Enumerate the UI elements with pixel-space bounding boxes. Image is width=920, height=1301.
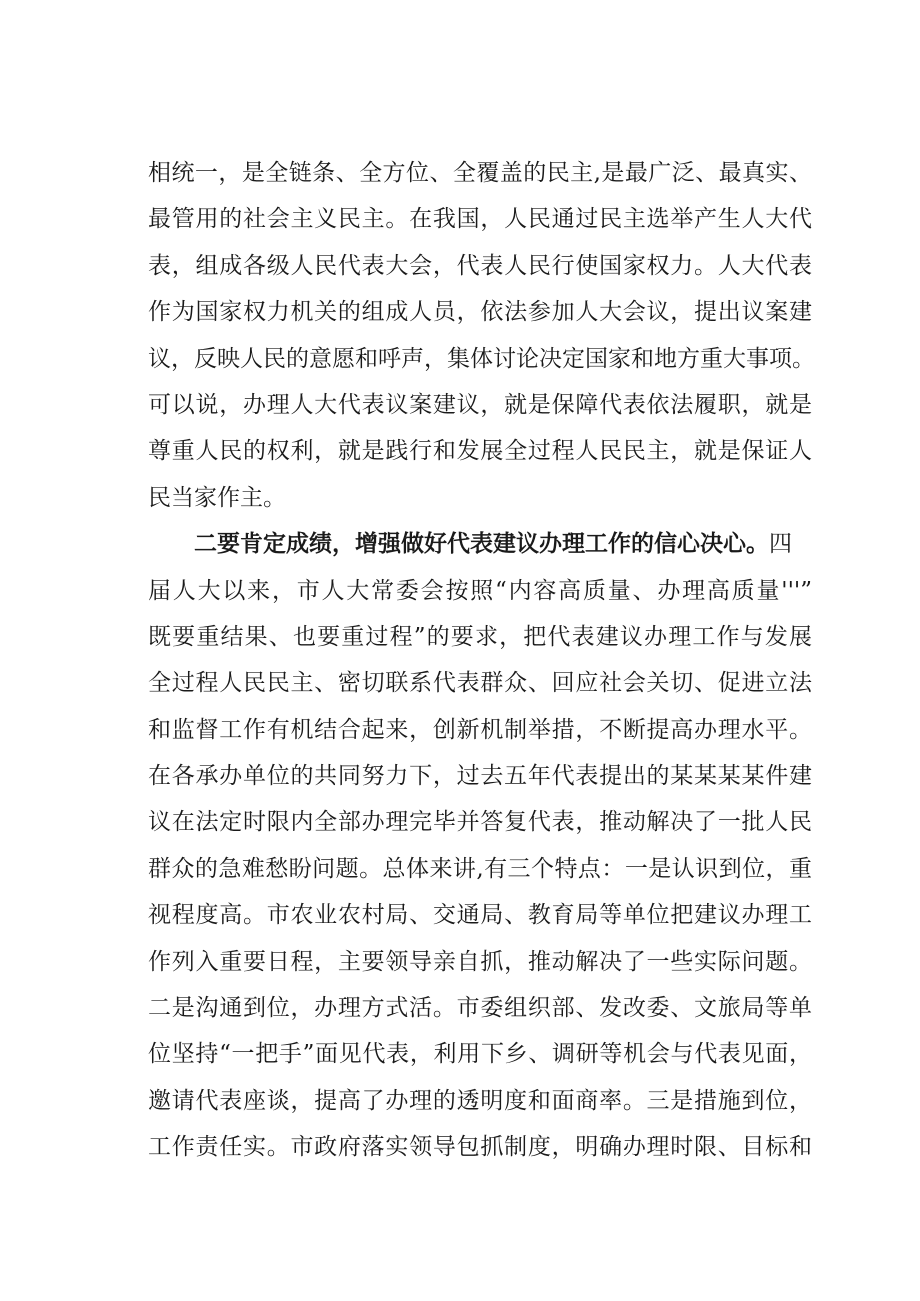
- text-line: 群众的急难愁盼问题。总体来讲,有三个特点：一是认识到位，重: [148, 855, 812, 882]
- text-line: 位坚持“一把手”面见代表，利用下乡、调研等机会与代表见面，: [148, 1041, 812, 1068]
- document-body: [148, 150, 815, 1171]
- text-line: 在各承办单位的共同努力下，过去五年代表提出的某某某某件建: [148, 763, 812, 790]
- text-line: 和监督工作有机结合起来，创新机制举措，不断提高办理水平。: [148, 716, 812, 743]
- text-line: 可以说，办理人大代表议案建议，就是保障代表依法履职，就是: [148, 391, 812, 418]
- text-line: 届人大以来，市人大常委会按照“内容高质量、办理高质量'''”: [148, 577, 812, 604]
- text-line: 相统一，是全链条、全方位、全覆盖的民主,是最广泛、最真实、: [148, 160, 812, 186]
- text-line: 邀请代表座谈，提高了办理的透明度和面商率。三是措施到位，: [148, 1087, 812, 1114]
- text-line: 尊重人民的权利，就是践行和发展全过程人民民主，就是保证人: [148, 438, 812, 465]
- text-line: 二是沟通到位，办理方式活。市委组织部、发改委、文旅局等单: [148, 995, 812, 1022]
- paragraph-heading: 二要肯定成绩，增强做好代表建议办理工作的信心决心。: [194, 530, 769, 558]
- text-line: 视程度高。市农业农村局、交通局、教育局等单位把建议办理工: [148, 902, 812, 929]
- text-line: 工作责任实。市政府落实领导包抓制度，明确办理时限、目标和: [148, 1134, 812, 1161]
- text-line: 最管用的社会主义民主。在我国，人民通过民主选举产生人大代: [148, 206, 812, 233]
- text-line: 表，组成各级人民代表大会，代表人民行使国家权力。人大代表: [148, 252, 812, 279]
- paragraph-first-line: [148, 521, 812, 567]
- text-line: 议，反映人民的意愿和呼声，集体讨论决定国家和地方重大事项。: [148, 345, 815, 372]
- text-fragment: 四: [769, 531, 792, 558]
- text-line: 作为国家权力机关的组成人员，依法参加人大会议，提出议案建: [148, 299, 812, 326]
- text-line: 议在法定时限内全部办理完毕并答复代表，推动解决了一批人民: [148, 809, 812, 836]
- text-line: 作列入重要日程，主要领导亲自抓，推动解决了一些实际问题。: [148, 948, 812, 975]
- text-line: 既要重结果、也要重过程”的要求，把代表建议办理工作与发展: [148, 623, 812, 650]
- text-line: 民当家作主。: [148, 484, 286, 511]
- text-line: 全过程人民民主、密切联系代表群众、回应社会关切、促进立法: [148, 670, 812, 697]
